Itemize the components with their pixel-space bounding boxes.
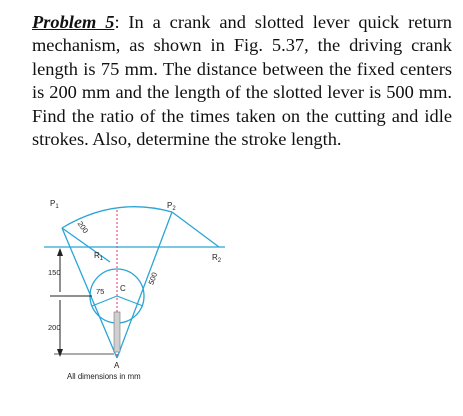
dim-500: 500 <box>146 271 160 286</box>
dim-200-slant: 200 <box>75 219 91 235</box>
dim-150: 150 <box>48 268 61 277</box>
figure-caption: All dimensions in mm <box>67 372 141 381</box>
label-p1: $P_1$ <box>50 199 59 210</box>
problem-colon: : <box>114 12 120 32</box>
dim-150-arrow-top <box>57 248 63 256</box>
line-p2-r2 <box>172 212 219 247</box>
problem-text: In a crank and slotted lever quick return mechanism, as shown in Fig. 5.37, the driving crank length is 75 mm. The distance between the fixed centers is 200 mm and the length of the slotted lever is 500 mm. Find the ratio of the times taken on the cutting and idle strokes. Also, determine the stroke length. <box>32 12 452 150</box>
dim-75: 75 <box>96 287 105 296</box>
dim-200-arrow-bottom <box>57 349 63 357</box>
fixed-support <box>114 312 120 352</box>
label-p2: $P_2$ <box>167 201 176 212</box>
label-r2: $R_2$ <box>212 253 222 264</box>
problem-heading: Problem 5 <box>32 12 115 32</box>
label-a: A <box>114 361 120 370</box>
label-r1: $R_1$ <box>94 251 104 262</box>
label-c: C <box>120 284 126 293</box>
crank-radius-left <box>92 296 117 306</box>
dim-200-vertical: 200 <box>48 323 61 332</box>
